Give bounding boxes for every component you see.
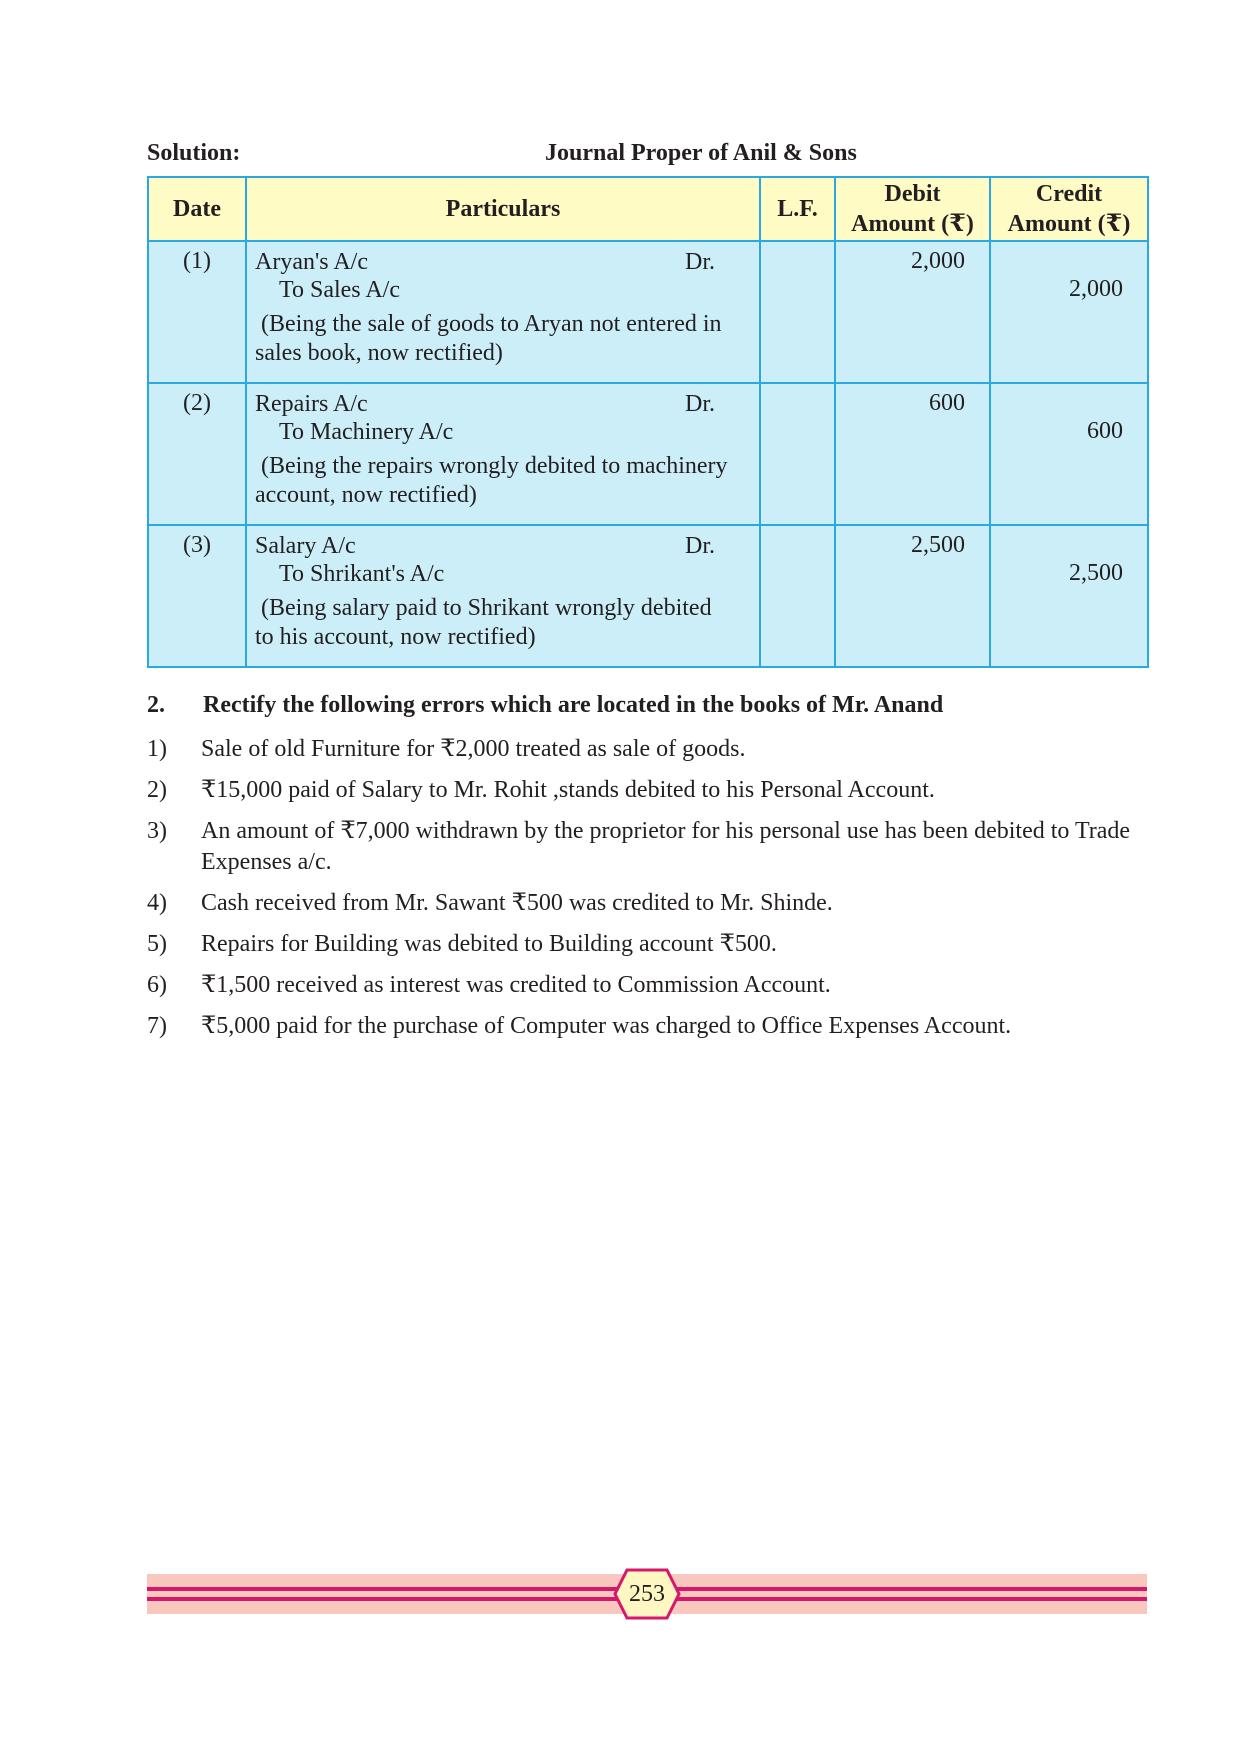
narration-line: (Being the sale of goods to Aryan not entered in <box>261 311 722 337</box>
item-number: 6) <box>147 972 167 998</box>
item-text: An amount of ₹7,000 withdrawn by the proprietor for his personal use has been debited to Trade Expenses a/c. <box>201 818 1131 875</box>
item-number: 4) <box>147 890 167 916</box>
entry-credit: 600 <box>1087 418 1123 444</box>
header-credit <box>990 177 1148 241</box>
table-row <box>148 525 1148 667</box>
page-footer <box>147 1574 1147 1614</box>
debit-account: Aryan's A/c <box>255 249 368 275</box>
item-text: Cash received from Mr. Sawant ₹500 was credited to Mr. Shinde. <box>201 890 833 916</box>
entry-date: (2) <box>148 383 246 525</box>
debit-account: Salary A/c <box>255 533 356 559</box>
entry-debit-cell <box>835 241 990 383</box>
item-text: Sale of old Furniture for ₹2,000 treated as sale of goods. <box>201 736 746 762</box>
question-block <box>147 692 1147 1042</box>
question-text: Rectify the following errors which are located in the books of Mr. Anand <box>203 692 944 718</box>
narration-line: account, now rectified) <box>255 482 477 508</box>
list-item <box>147 1011 1147 1042</box>
entry-date: (1) <box>148 241 246 383</box>
entry-credit-cell <box>990 241 1148 383</box>
entry-debit-cell <box>835 525 990 667</box>
item-text: Repairs for Building was debited to Building account ₹500. <box>201 931 777 957</box>
entry-particulars <box>246 383 760 525</box>
header-debit <box>835 177 990 241</box>
entry-lf <box>760 241 835 383</box>
header-debit-line1: Debit <box>884 181 941 207</box>
journal-table <box>147 176 1149 668</box>
entry-credit-cell <box>990 383 1148 525</box>
list-item <box>147 816 1147 878</box>
table-row <box>148 241 1148 383</box>
entry-debit: 2,000 <box>911 248 965 274</box>
entry-lf <box>760 525 835 667</box>
header-particulars: Particulars <box>246 177 760 241</box>
list-item <box>147 734 1147 765</box>
entry-credit: 2,500 <box>1069 560 1123 586</box>
narration <box>255 452 753 524</box>
item-number: 1) <box>147 736 167 762</box>
dr-marker: Dr. <box>685 533 715 559</box>
solution-label: Solution: <box>147 140 241 166</box>
entry-particulars <box>246 525 760 667</box>
header-lf: L.F. <box>760 177 835 241</box>
item-number: 2) <box>147 777 167 803</box>
journal-header-row <box>148 177 1148 241</box>
entry-credit: 2,000 <box>1069 276 1123 302</box>
question-number: 2. <box>147 692 165 718</box>
narration-line: (Being the repairs wrongly debited to machinery <box>261 453 728 479</box>
journal-title: Journal Proper of Anil & Sons <box>545 140 857 166</box>
narration-line: sales book, now rectified) <box>255 340 503 366</box>
entry-particulars <box>246 241 760 383</box>
list-item <box>147 888 1147 919</box>
narration-line: to his account, now rectified) <box>255 624 536 650</box>
entry-debit-cell <box>835 383 990 525</box>
error-list <box>147 734 1147 1042</box>
entry-debit: 600 <box>929 390 965 416</box>
entry-debit: 2,500 <box>911 532 965 558</box>
credit-account: To Machinery A/c <box>279 419 454 445</box>
header-credit-line2: Amount (₹) <box>1007 211 1131 237</box>
narration <box>255 594 753 666</box>
dr-marker: Dr. <box>685 391 715 417</box>
list-item <box>147 970 1147 1001</box>
list-item <box>147 775 1147 806</box>
credit-account: To Shrikant's A/c <box>279 561 445 587</box>
item-text: ₹15,000 paid of Salary to Mr. Rohit ,stands debited to his Personal Account. <box>201 777 935 803</box>
entry-date: (3) <box>148 525 246 667</box>
narration <box>255 310 753 382</box>
dr-marker: Dr. <box>685 249 715 275</box>
question-heading <box>147 692 1147 724</box>
entry-lf <box>760 383 835 525</box>
solution-heading <box>147 140 1147 170</box>
credit-account: To Sales A/c <box>279 277 400 303</box>
item-text: ₹1,500 received as interest was credited to Commission Account. <box>201 972 831 998</box>
header-debit-line2: Amount (₹) <box>851 211 974 237</box>
item-number: 7) <box>147 1013 167 1039</box>
narration-line: (Being salary paid to Shrikant wrongly debited <box>261 595 712 621</box>
debit-account: Repairs A/c <box>255 391 368 417</box>
item-number: 5) <box>147 931 167 957</box>
header-date: Date <box>148 177 246 241</box>
page-number: 253 <box>629 1581 665 1607</box>
item-text: ₹5,000 paid for the purchase of Computer was charged to Office Expenses Account. <box>201 1013 1012 1039</box>
table-row <box>148 383 1148 525</box>
item-number: 3) <box>147 818 167 844</box>
list-item <box>147 929 1147 960</box>
entry-credit-cell <box>990 525 1148 667</box>
header-credit-line1: Credit <box>1035 181 1103 207</box>
